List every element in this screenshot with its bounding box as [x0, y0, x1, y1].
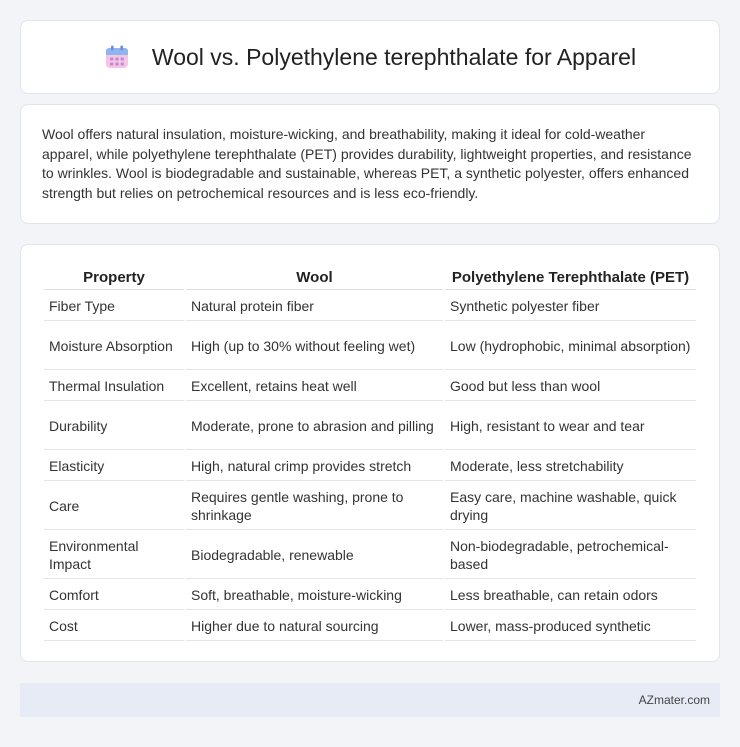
summary-card: [20, 104, 720, 224]
table-cell-property: Care: [44, 483, 184, 530]
table-cell-pet: Synthetic polyester fiber: [445, 292, 696, 321]
table-cell-property: Durability: [44, 403, 184, 450]
table-cell-property: Thermal Insulation: [44, 372, 184, 401]
table-cell-pet: Non-biodegradable, petrochemical-based: [445, 532, 696, 579]
comparison-table-card: [20, 244, 720, 662]
summary-text: Wool offers natural insulation, moisture-wicking, and breathability, making it ideal for cold-weather apparel, while polyethylene terephthalate (PET) provides durability, lightweight properties, and resistance to wrinkles. Wool is biodegradable and sustainable, whereas PET, a synthetic polyester, offers enhanced strength but relies on petrochemical resources and is less eco-friendly.: [42, 126, 692, 201]
table-row: [44, 323, 696, 370]
table-cell-wool: Excellent, retains heat well: [186, 372, 443, 401]
comparison-table: [42, 266, 698, 643]
table-row: [44, 483, 696, 530]
table-cell-property: Moisture Absorption: [44, 323, 184, 370]
table-cell-property: Fiber Type: [44, 292, 184, 321]
table-cell-wool: Biodegradable, renewable: [186, 532, 443, 579]
table-cell-wool: High (up to 30% without feeling wet): [186, 323, 443, 370]
table-cell-wool: High, natural crimp provides stretch: [186, 452, 443, 481]
table-cell-property: Comfort: [44, 581, 184, 610]
table-cell-wool: Higher due to natural sourcing: [186, 612, 443, 641]
table-row: [44, 403, 696, 450]
table-row: [44, 612, 696, 641]
table-row: [44, 292, 696, 321]
table-cell-pet: Less breathable, can retain odors: [445, 581, 696, 610]
table-cell-pet: Good but less than wool: [445, 372, 696, 401]
table-row: [44, 452, 696, 481]
table-cell-property: Cost: [44, 612, 184, 641]
table-cell-pet: Low (hydrophobic, minimal absorption): [445, 323, 696, 370]
table-row: [44, 581, 696, 610]
table-cell-pet: Lower, mass-produced synthetic: [445, 612, 696, 641]
title-card: [20, 20, 720, 94]
table-cell-pet: Moderate, less stretchability: [445, 452, 696, 481]
table-cell-wool: Soft, breathable, moisture-wicking: [186, 581, 443, 610]
table-row: [44, 532, 696, 579]
table-cell-property: Environmental Impact: [44, 532, 184, 579]
calendar-icon: [104, 44, 130, 70]
table-row: [44, 372, 696, 401]
page-title: Wool vs. Polyethylene terephthalate for Apparel: [151, 43, 637, 70]
footer: [20, 683, 720, 717]
table-cell-pet: High, resistant to wear and tear: [445, 403, 696, 450]
table-header-row: [44, 268, 696, 290]
table-cell-property: Elasticity: [44, 452, 184, 481]
table-cell-wool: Moderate, prone to abrasion and pilling: [186, 403, 443, 450]
header-pet: Polyethylene Terephthalate (PET): [445, 268, 696, 290]
footer-brand: AZmater.com: [638, 693, 710, 707]
table-cell-wool: Natural protein fiber: [186, 292, 443, 321]
header-property: Property: [44, 268, 184, 290]
table-cell-pet: Easy care, machine washable, quick drying: [445, 483, 696, 530]
header-wool: Wool: [186, 268, 443, 290]
table-cell-wool: Requires gentle washing, prone to shrinkage: [186, 483, 443, 530]
